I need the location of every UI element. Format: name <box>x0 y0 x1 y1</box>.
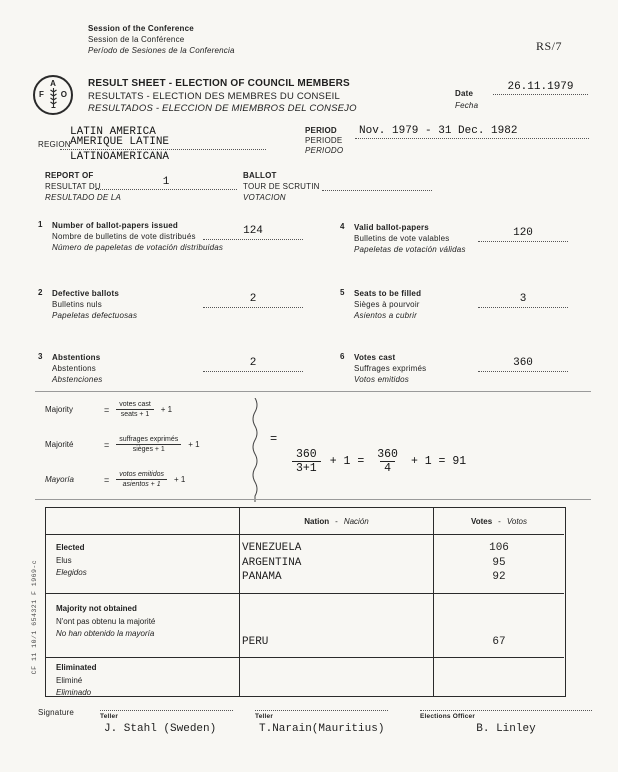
plus-one: + 1 <box>160 405 173 414</box>
logo-letter-f: F <box>39 90 44 99</box>
row-label-fr: Eliminé <box>56 675 83 685</box>
signer-role: Elections Officer <box>420 713 476 720</box>
row-label-fr: N'ont pas obtenu la majorité <box>56 616 156 626</box>
brace-decoration <box>249 398 261 502</box>
plus-one: + 1 <box>188 440 200 449</box>
date-label: Date <box>455 89 474 98</box>
equals-sign: = <box>104 404 110 415</box>
ballot-labels <box>243 170 320 203</box>
fraction-numerator: votes cast <box>119 401 151 408</box>
ballot-label-en: BALLOT <box>243 171 277 180</box>
row-elected-votes <box>434 535 564 594</box>
date-label-es: Fecha <box>455 101 479 110</box>
formula-fraction <box>116 470 167 489</box>
nation-name: ARGENTINA <box>242 556 302 569</box>
title-en: RESULT SHEET - ELECTION OF COUNCIL MEMBERS <box>88 78 350 89</box>
item-label-fr: Bulletins nuls <box>52 300 102 309</box>
plus-one: + 1 <box>174 475 186 484</box>
item-label-fr: Abstentions <box>52 364 97 373</box>
table-header-votes <box>434 508 564 535</box>
row-not-obtained-labels <box>46 594 240 658</box>
ballot-blank-line <box>322 178 432 191</box>
item-number: 4 <box>340 222 345 231</box>
signature-elections-officer <box>420 710 592 735</box>
region-label: REGION <box>38 140 71 149</box>
session-line-fr: Session de la Conférence <box>88 35 185 44</box>
item-value: 2 <box>203 357 303 372</box>
item-value: 124 <box>203 225 303 240</box>
session-line-en: Session of the Conference <box>88 24 194 33</box>
fraction-denominator: 3+1 <box>292 461 321 475</box>
item-label-fr: Sièges à pourvoir <box>354 300 420 309</box>
item-label-en: Votes cast <box>354 353 396 362</box>
nation-name: PERU <box>242 635 269 648</box>
item-defective-ballots <box>38 288 308 333</box>
signature-teller-2 <box>255 710 388 735</box>
signer-name: T.Narain(Mauritius) <box>259 723 385 735</box>
header-votes-es: Votos <box>506 516 528 526</box>
row-elected-labels <box>46 535 240 594</box>
item-label-en: Seats to be filled <box>354 289 422 298</box>
formula-fraction <box>116 400 154 419</box>
formula-label: Majority <box>45 405 74 414</box>
fraction-numerator: 360 <box>377 448 398 461</box>
row-eliminated-votes <box>434 658 564 696</box>
item-labels <box>354 288 494 321</box>
signature-label: Signature <box>38 708 75 717</box>
ballot-label-es: VOTACION <box>243 193 286 202</box>
period-value: Nov. 1979 - 31 Dec. 1982 <box>355 125 589 139</box>
majority-calculation <box>292 448 466 475</box>
report-label-en: REPORT OF <box>45 171 94 180</box>
item-label-es: Votos emitidos <box>354 375 409 384</box>
item-label-es: Papeletas de votación válidas <box>354 245 466 254</box>
region-value-line3: LATINOAMERICANA <box>70 151 170 163</box>
item-seats-to-be-filled <box>340 288 570 333</box>
report-number-value: 1 <box>95 176 237 190</box>
calc-equals-sign: = <box>270 432 278 446</box>
vote-count: 106 <box>489 542 509 554</box>
vote-count: 67 <box>492 635 506 648</box>
item-value: 120 <box>478 227 568 242</box>
fao-logo <box>33 75 73 115</box>
section-divider-table <box>35 499 591 500</box>
fraction-denominator: seats + 1 <box>116 409 154 419</box>
row-not-obtained-votes <box>434 594 564 658</box>
region-value-line1: LATIN AMERICA <box>70 126 156 138</box>
item-number: 2 <box>38 288 43 297</box>
calc-fraction-2 <box>373 448 402 475</box>
header-nation-es: Nación <box>343 516 369 526</box>
signer-role: Teller <box>255 713 274 720</box>
fraction-denominator: asientos + 1 <box>116 479 167 489</box>
print-code: CF 11 10/1 654321 F 1969-c <box>31 559 38 675</box>
item-number: 6 <box>340 352 345 361</box>
item-ballot-papers-issued <box>38 220 308 265</box>
logo-letter-o: O <box>60 90 67 99</box>
document-title <box>88 78 357 116</box>
item-label-fr: Suffrages exprimés <box>354 364 427 373</box>
row-label-en: Majority not obtained <box>56 604 137 613</box>
formula-label: Mayoría <box>45 475 74 484</box>
table-header-empty <box>46 508 240 535</box>
majority-formula-fr <box>45 435 200 454</box>
item-label-en: Defective ballots <box>52 289 119 298</box>
session-line-es: Período de Sesiones de la Conferencia <box>88 46 235 55</box>
title-fr: RESULTATS - ELECTION DES MEMBRES DU CONSEIL <box>88 90 340 102</box>
equals-sign: = <box>104 474 110 485</box>
signature-line <box>420 710 592 711</box>
wheat-icon <box>49 86 58 110</box>
row-elected-nations <box>240 535 434 594</box>
row-eliminated-labels <box>46 658 240 696</box>
row-label-es: No han obtenido la mayoría <box>56 629 155 638</box>
item-label-es: Número de papeletas de votación distribuidas <box>52 243 224 252</box>
results-table <box>45 507 566 697</box>
title-es: RESULTADOS - ELECCION DE MIEMBROS DEL CONSEJO <box>88 103 357 114</box>
header-separator: - <box>498 516 501 526</box>
item-label-en: Valid ballot-papers <box>354 223 429 232</box>
vote-count: 95 <box>492 556 506 569</box>
header-nation-en: Nation <box>304 516 330 526</box>
item-label-fr: Bulletins de vote valables <box>354 234 450 243</box>
formula-label: Majorité <box>45 440 74 449</box>
item-number: 3 <box>38 352 43 361</box>
logo-letter-a: A <box>50 79 56 88</box>
row-label-es: Elegidos <box>56 568 87 577</box>
row-label-en: Eliminated <box>56 663 97 672</box>
signature-teller-1 <box>100 710 233 735</box>
row-label-es: Eliminado <box>56 688 92 696</box>
calc-fraction-1 <box>292 448 321 475</box>
row-not-obtained-nation <box>240 594 434 658</box>
formula-fraction <box>116 435 181 454</box>
fraction-denominator: sièges + 1 <box>116 444 181 454</box>
item-label-fr: Nombre de bulletins de vote distribués <box>52 232 196 241</box>
item-valid-ballot-papers <box>340 222 570 267</box>
calc-result: + 1 = 91 <box>410 455 467 468</box>
signer-name: J. Stahl (Sweden) <box>104 723 217 735</box>
item-value: 2 <box>203 293 303 308</box>
calc-mid: + 1 = <box>329 455 365 468</box>
ballot-label-fr: TOUR DE SCRUTIN <box>243 182 320 191</box>
nation-name: PANAMA <box>242 571 282 583</box>
section-divider-top <box>35 391 591 392</box>
signer-role: Teller <box>100 713 119 720</box>
fraction-numerator: votos emitidos <box>119 471 165 478</box>
item-label-es: Abstenciones <box>52 375 103 384</box>
majority-formula-es <box>45 470 185 489</box>
period-labels <box>305 126 343 156</box>
item-number: 5 <box>340 288 345 297</box>
region-value-line2: AMERIQUE LATINE <box>60 136 266 150</box>
session-heading <box>88 23 235 56</box>
item-label-es: Papeletas defectuosas <box>52 311 138 320</box>
header-votes-en: Votes <box>470 516 493 526</box>
fraction-denominator: 4 <box>380 461 395 475</box>
signature-line <box>100 710 233 711</box>
item-value: 3 <box>478 293 568 308</box>
period-label-fr: PERIODE <box>305 136 343 145</box>
item-value: 360 <box>478 357 568 372</box>
equals-sign: = <box>104 439 110 450</box>
majority-formula-en <box>45 400 172 419</box>
row-eliminated-nation <box>240 658 434 696</box>
signer-name: B. Linley <box>476 723 536 735</box>
item-labels <box>354 222 494 255</box>
item-labels <box>354 352 494 385</box>
report-label-es: RESULTADO DE LA <box>45 193 122 202</box>
item-label-en: Number of ballot-papers issued <box>52 221 179 230</box>
header-separator: - <box>335 516 338 526</box>
vote-count: 92 <box>492 571 506 583</box>
nation-name: VENEZUELA <box>242 542 302 554</box>
fraction-numerator: suffrages exprimés <box>119 436 179 443</box>
item-number: 1 <box>38 220 43 229</box>
table-header-nation <box>240 508 434 535</box>
fraction-numerator: 360 <box>296 448 317 461</box>
row-label-fr: Elus <box>56 555 72 565</box>
date-value: 26.11.1979 <box>493 81 588 95</box>
item-label-en: Abstentions <box>52 353 101 362</box>
row-label-en: Elected <box>56 543 85 552</box>
signature-line <box>255 710 388 711</box>
period-label-en: PERIOD <box>305 126 337 135</box>
item-label-es: Asientos a cubrir <box>354 311 417 320</box>
period-label-es: PERIODO <box>305 146 344 155</box>
document-reference: RS/7 <box>536 39 563 53</box>
report-label-fr: RESULTAT DU <box>45 182 101 191</box>
